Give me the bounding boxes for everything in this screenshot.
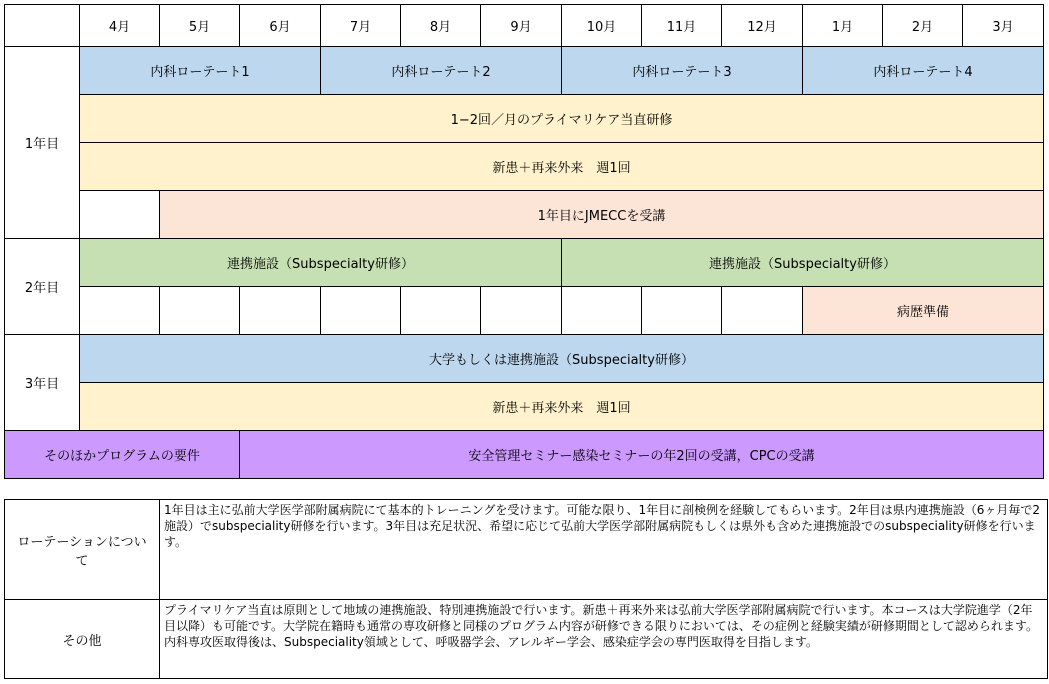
rotation-3-cell: 内科ローテート3 <box>562 47 803 95</box>
rotation-notes-label: ローテーションについて <box>5 500 160 600</box>
month-cell: 11月 <box>642 5 722 47</box>
empty-cell <box>562 287 642 335</box>
empty-cell <box>80 287 160 335</box>
year3-outpatient-cell: 新患＋再来外来 週1回 <box>80 383 1044 431</box>
month-cell: 8月 <box>401 5 481 47</box>
other-notes-label: その他 <box>5 600 160 679</box>
month-cell: 3月 <box>963 5 1044 47</box>
primary-care-duty-cell: 1−2回／月のプライマリケア当直研修 <box>80 95 1044 143</box>
month-cell: 10月 <box>562 5 642 47</box>
other-notes-text: プライマリケア当直は原則として地域の連携施設、特別連携施設で行います。新患＋再来外来は弘前大学医学部附属病院で行います。本コースは大学院進学（2年目以降）も可能です。大学院在籍時も通常の専攻研修と同様のプログラム内容が研修できる限りにおいては、その症例と経験実績が研修期間として認められます。内科専攻医取得後は、Subspeciality領域として、呼吸器学会、アレルギー学会、感染症学会の専門医取得を目指します。 <box>160 600 1048 679</box>
month-cell: 2月 <box>883 5 963 47</box>
other-requirements-text: 安全管理セミナー感染セミナーの年2回の受講，CPCの受講 <box>240 431 1044 479</box>
case-prep-cell: 病歴準備 <box>803 287 1044 335</box>
year3-facility-cell: 大学もしくは連携施設（Subspecialty研修） <box>80 335 1044 383</box>
year1-outpatient-cell: 新患＋再来外来 週1回 <box>80 143 1044 191</box>
month-cell: 6月 <box>240 5 321 47</box>
empty-cell <box>481 287 562 335</box>
empty-cell <box>160 287 240 335</box>
year2-label: 2年目 <box>5 239 80 335</box>
year2-facility-b-cell: 連携施設（Subspecialty研修） <box>562 239 1044 287</box>
rotation-2-cell: 内科ローテート2 <box>321 47 562 95</box>
jmecc-cell: 1年目にJMECCを受講 <box>160 191 1044 239</box>
corner-cell <box>5 5 80 47</box>
other-requirements-label: そのほかプログラムの要件 <box>5 431 240 479</box>
month-cell: 9月 <box>481 5 562 47</box>
empty-cell <box>722 287 803 335</box>
month-cell: 7月 <box>321 5 401 47</box>
notes-table <box>4 499 1048 679</box>
empty-cell <box>642 287 722 335</box>
rotation-notes-text: 1年目は主に弘前大学医学部附属病院にて基本的トレーニングを受けます。可能な限り、1年目に剖検例を経験してもらいます。2年目は県内連携施設（6ヶ月毎で2施設）でsubspeciality研修を行います。3年目は充足状況、希望に応じて弘前大学医学部附属病院もしくは県外も含めた連携施設でのsubspeciality研修を行います。 <box>160 500 1048 600</box>
empty-cell <box>240 287 321 335</box>
month-cell: 1月 <box>803 5 883 47</box>
month-cell: 12月 <box>722 5 803 47</box>
rotation-1-cell: 内科ローテート1 <box>80 47 321 95</box>
month-cell: 4月 <box>80 5 160 47</box>
year3-label: 3年目 <box>5 335 80 431</box>
year1-label: 1年目 <box>5 47 80 239</box>
empty-cell <box>321 287 401 335</box>
month-header-row <box>5 5 1044 47</box>
training-schedule-table <box>4 4 1044 479</box>
year2-facility-a-cell: 連携施設（Subspecialty研修） <box>80 239 562 287</box>
empty-cell <box>401 287 481 335</box>
empty-cell <box>80 191 160 239</box>
rotation-4-cell: 内科ローテート4 <box>803 47 1044 95</box>
month-cell: 5月 <box>160 5 240 47</box>
